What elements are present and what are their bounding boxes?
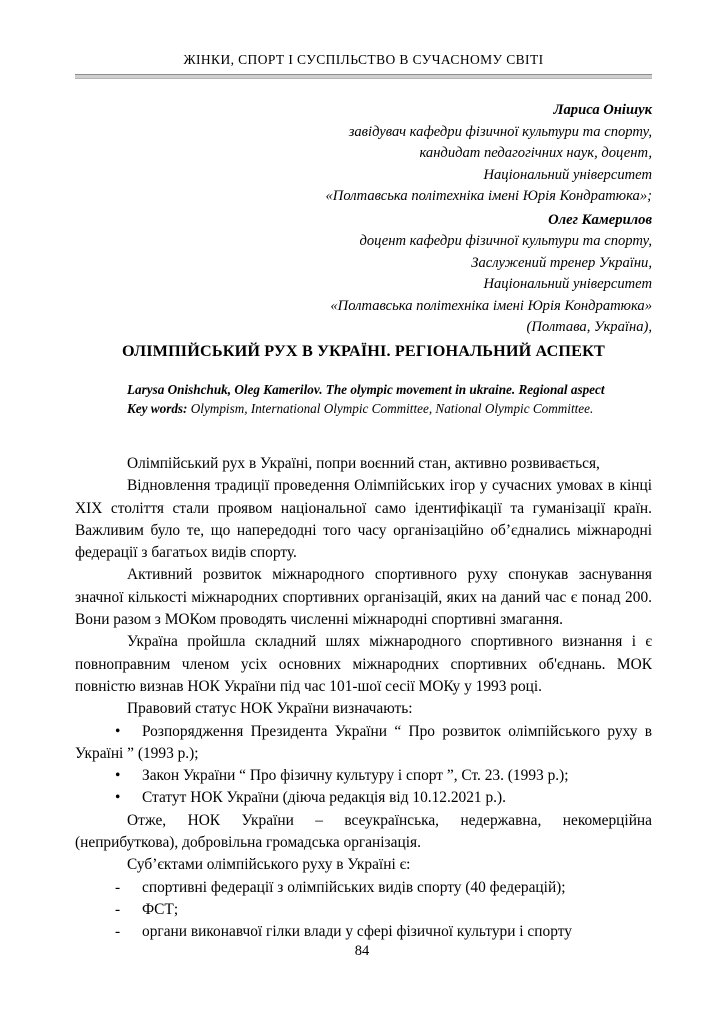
author-affiliation-line: Заслужений тренер України, [471,254,652,271]
dash-icon: - [115,923,121,941]
page-number: 84 [354,943,370,959]
legal-status-list [75,721,652,810]
list-item-label: Закон України “ Про фізичну культуру і спорт ”, Ст. 23. (1993 р.); [142,767,569,785]
keywords-text: Olympism, International Olympic Committee, National Olympic Committee. [187,400,594,416]
paragraph: Відновлення традиції проведення Олімпійських ігор у сучасних умовах в кінці XIX століття стали проявом національної само ідентифікації та гуманізації країн. Важливим було те, що напередодні того часу організаційно об’єднались міжнародні федерації з багатьох видів спорту. [75,477,652,562]
author-entry [75,210,652,339]
author-affiliation-line: Національний університет [483,276,652,292]
author-affiliation-line: кандидат педагогічних наук, доцент, [419,145,652,161]
list-item [75,899,652,921]
dash-icon: - [115,900,121,918]
article-title: ОЛІМПІЙСЬКИЙ РУХ В УКРАЇНІ. РЕГІОНАЛЬНИЙ АСПЕКТ [122,342,605,360]
author-affiliation-line: Національний університет [483,166,652,183]
author-affiliation-line: «Полтавська політехніка імені Юрія Кондратюка»; [325,188,652,204]
author-block [75,100,652,341]
author-affiliation-line: доцент кафедри фізичної культури та спорту, [359,233,652,249]
keywords-label: Key words: [127,400,188,416]
body-content [75,453,652,944]
paragraph: Олімпійський рух в Україні, попри воєнний стан, активно розвивається, [127,455,600,472]
list-item [75,765,652,787]
author-affiliation-line: «Полтавська політехніка імені Юрія Кондратюка» [330,297,652,314]
list-item-label: ФСТ; [142,900,179,918]
list-item-label: Розпорядження Президента України “ Про розвиток олімпійського руху в Україні ” (1993 р.); [75,722,652,762]
header-rule [75,74,652,79]
list-item-label: спортивні федерації з олімпійських видів спорту (40 федерацій); [142,878,566,896]
paragraph: Активний розвиток міжнародного спортивного руху спонукав заснування значної кількості міжнародних спортивних організацій, яких на даний час є понад 200. Вони разом з МОКом проводять численні міжнародні спортивні змагання. [75,566,652,629]
paragraph: Суб’єктами олімпійського руху в Україні є: [127,856,411,874]
subjects-list [75,877,652,944]
abstract-english-title: Larysa Onishchuk, Oleg Kamerilov. The olympic movement in ukraine. Regional aspect [127,382,605,397]
list-item [75,921,652,943]
author-name: Лариса Онішук [553,102,652,118]
list-item [75,787,652,809]
list-item [75,721,652,766]
paragraph: Україна пройшла складний шлях міжнародного спортивного визнання і є повноправним членом усіх основних міжнародних спортивних об'єднань. МОК повністю визнав НОК України під час 101-шої сесії МОКу у 1993 році. [75,633,652,695]
paragraph: Отже, НОК України – всеукраїнська, недержавна, некомерційна (неприбуткова), добровільна громадська організація. [75,811,652,852]
author-name: Олег Камерилов [548,211,652,228]
author-entry [75,100,652,208]
author-affiliation-line: завідувач кафедри фізичної культури та спорту, [348,123,652,140]
list-item-label: органи виконавчої гілки влади у сфері фізичної культури і спорту [142,923,572,941]
dash-icon: - [115,878,121,896]
list-item-label: Статут НОК України (діюча редакція від 10.12.2021 р.). [142,789,506,807]
abstract-block [75,381,652,418]
abstract-keywords [75,400,652,419]
bullet-icon: • [115,789,121,807]
bullet-icon: • [115,767,121,785]
running-head: ЖІНКИ, СПОРТ І СУСПІЛЬСТВО В СУЧАСНОМУ СВІТІ [183,52,544,67]
list-item [75,877,652,899]
paragraph: Правовий статус НОК України визначають: [127,700,413,718]
author-location-line: (Полтава, Україна), [526,319,652,335]
bullet-icon: • [115,722,121,740]
